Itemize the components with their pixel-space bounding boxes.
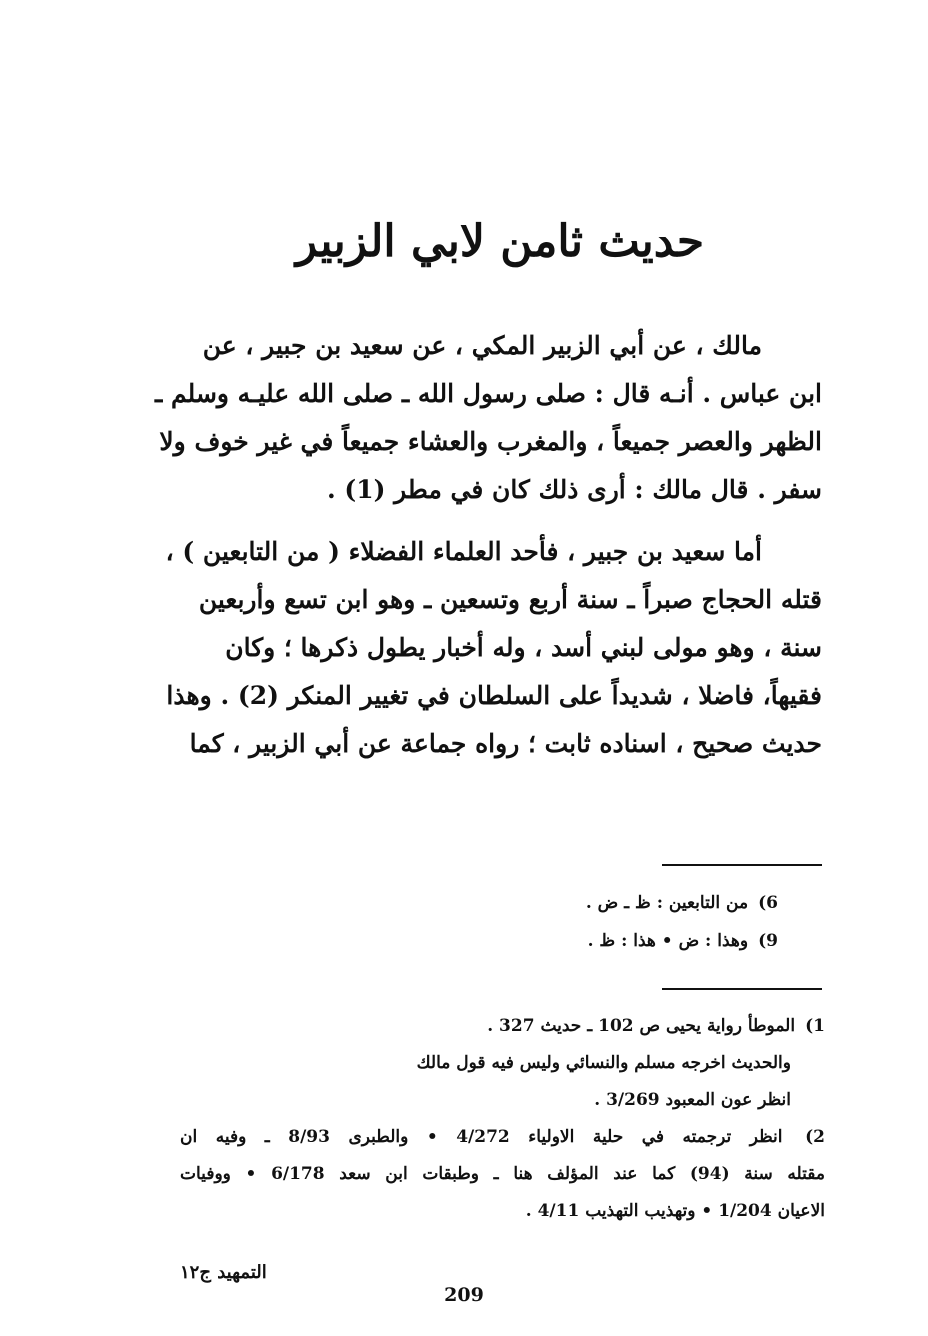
hadith-line: سفر . قال مالك : أرى ذلك كان في مطر (1) .	[326, 475, 822, 504]
note-number: 2)	[805, 1127, 825, 1147]
section-title: حديث ثامن لابي الزبير	[295, 216, 705, 267]
footnote-divider	[662, 988, 822, 990]
commentary-line: أما سعيد بن جبير ، فأحد العلماء الفضلاء ( من التابعين ) ،	[165, 537, 762, 566]
note-text: وهذا : ض • هذا : ظ .	[587, 931, 749, 951]
reference-note-line: الاعيان 1/204 • وتهذيب التهذيب 4/11 .	[525, 1201, 825, 1221]
note-text: الموطأ رواية يحيى ص 102 ـ حديث 327 .	[487, 1016, 796, 1036]
reference-note-line	[180, 1119, 825, 1156]
reference-note-line: انظر عون المعبود 3/269 .	[594, 1090, 791, 1110]
note-number: 9)	[758, 931, 778, 951]
variant-note	[358, 884, 778, 922]
footnote-divider	[662, 864, 822, 866]
variant-note	[358, 922, 778, 960]
hadith-line: ابن عباس . أنـه قال : صلى رسول الله ـ صلى الله عليـه وسلم ـ	[155, 379, 822, 408]
commentary-line: قتله الحجاج صبراً ـ سنة أربع وتسعين ـ وهو ابن تسع وأربعين	[198, 585, 822, 614]
signature-mark: التمهيد ج١٢	[180, 1262, 267, 1283]
variant-notes	[358, 884, 778, 960]
page-number: 209	[444, 1284, 484, 1306]
hadith-line: الظهر والعصر جميعاً ، والمغرب والعشاء جميعاً في غير خوف ولا	[159, 427, 822, 456]
commentary-text	[165, 528, 822, 768]
commentary-line: سنة ، وهو مولى لبني أسد ، وله أخبار يطول ذكرها ؛ وكان	[225, 633, 822, 662]
reference-note-line: والحديث اخرجه مسلم والنسائي وليس فيه قول مالك	[416, 1053, 791, 1073]
commentary-line: فقيهاً، فاضلا ، شديداً على السلطان في تغيير المنكر (2) . وهذا	[166, 681, 822, 710]
note-text: انظر ترجمته في حلية الاولياء 4/272 • والطبرى 8/93 ـ وفيه ان	[180, 1127, 783, 1147]
note-number: 6)	[758, 893, 778, 913]
hadith-line: مالك ، عن أبي الزبير المكي ، عن سعيد بن جبير ، عن	[202, 331, 762, 360]
reference-note-line: مقتله سنة (94) كما عند المؤلف هنا ـ وطبقات ابن سعد 6/178 • ووفيات	[180, 1164, 826, 1184]
hadith-text	[155, 322, 822, 514]
note-number: 1)	[805, 1016, 825, 1036]
reference-note-line	[180, 1008, 825, 1045]
note-text: من التابعين : ظ ـ ض .	[585, 893, 749, 913]
commentary-line: حديث صحيح ، اسناده ثابت ؛ رواه جماعة عن أبي الزبير ، كما	[189, 729, 822, 758]
reference-notes	[180, 1008, 825, 1230]
